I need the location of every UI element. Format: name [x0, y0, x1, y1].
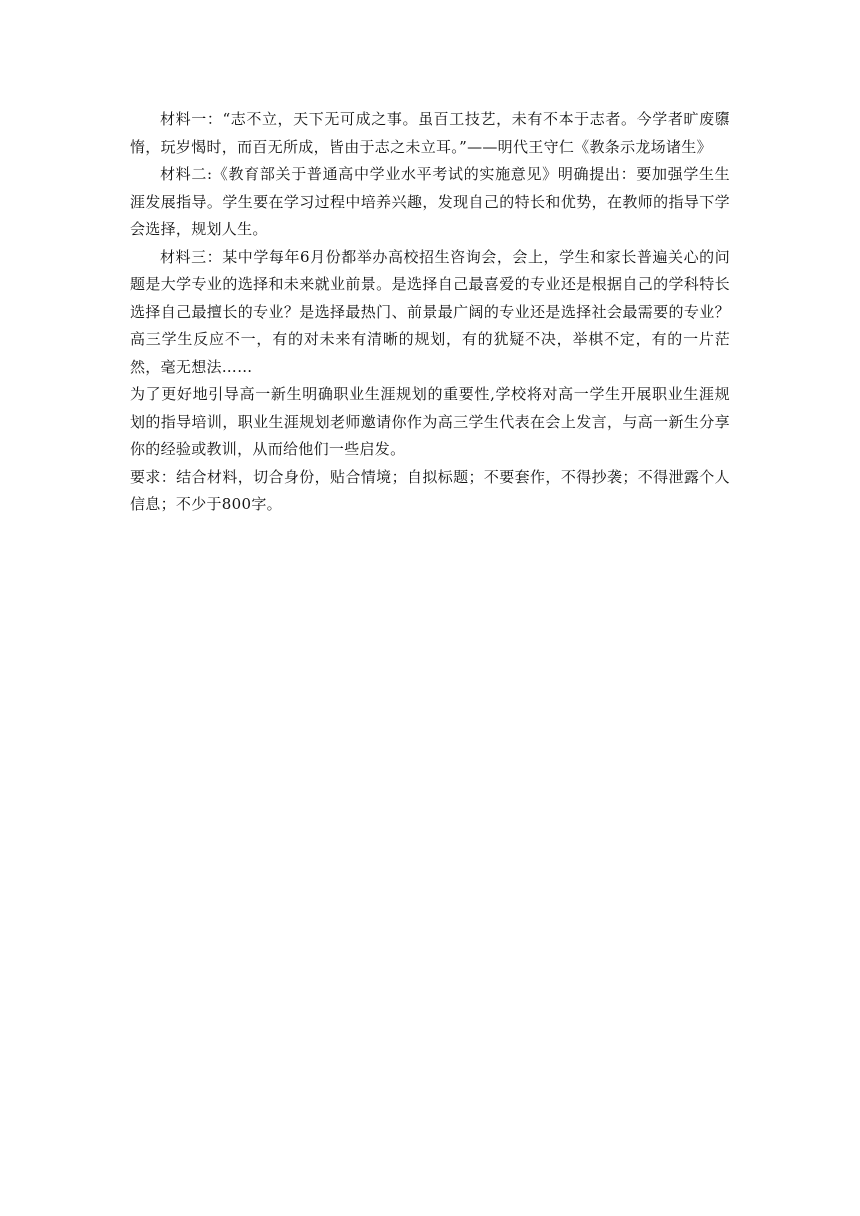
material-three-paragraph: 材料三：某中学每年6月份都举办高校招生咨询会，会上，学生和家长普遍关心的问题是大学专业的选择和未来就业前景。是选择自己最喜爱的专业还是根据自己的学科特长选择自己最擅长的专业？是选择最热门、前景最广阔的专业还是选择社会最需要的专业？高三学生反应不一，有的对未来有清晰的规划，有的犹疑不决，举棋不定，有的一片茫然，毫无想法…… — [130, 247, 730, 376]
material-two-paragraph: 材料二:《教育部关于普通高中学业水平考试的实施意见》明确提出：要加强学生生涯发展指导。学生要在学习过程中培养兴趣，发现自己的特长和优势，在教师的指导下学会选择，规划人生。 — [130, 165, 730, 238]
requirements-paragraph: 要求：结合材料，切合身份，贴合情境；自拟标题；不要套作，不得抄袭；不得泄露个人信息；不少于800字。 — [130, 467, 730, 513]
material-one-paragraph: 材料一：“志不立，天下无可成之事。虽百工技艺，未有不本于志者。今学者旷废隳惰，玩岁愒时，而百无所成，皆由于志之未立耳。”——明代王守仁《教条示龙场诸生》 — [130, 110, 730, 156]
essay-prompt — [130, 106, 730, 519]
task-paragraph: 为了更好地引导高一新生明确职业生涯规划的重要性,学校将对高一学生开展职业生涯规划的指导培训，职业生涯规划老师邀请你作为高三学生代表在会上发言，与高一新生分享你的经验或教训，从而给他们一些启发。 — [130, 385, 730, 458]
